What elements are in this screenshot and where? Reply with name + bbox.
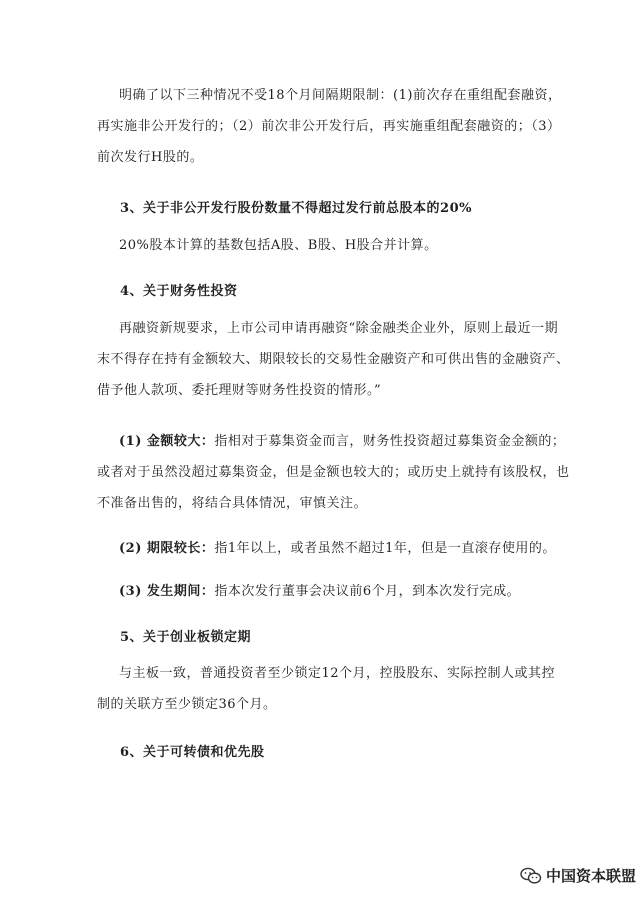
text-line: 再融资新规要求，上市公司申请再融资“除金融类企业外，原则上最近一期 [119, 321, 559, 336]
paragraph-financial-investment [97, 313, 570, 406]
watermark-text: 中国资本联盟 [546, 867, 637, 885]
paragraph-share-base [97, 230, 589, 261]
text-line: 制的关联方至少锁定36个月。 [97, 697, 277, 712]
text-line: 不准备出售的，将结合具体情况，审慎关注。 [97, 496, 368, 511]
item-occurrence-period [97, 576, 567, 607]
paragraph-interval-exemptions [97, 80, 567, 173]
item-label: (1) 金额较大： [119, 434, 215, 449]
text-line: 借予他人款项、委托理财等财务性投资的情形。” [97, 383, 382, 398]
item-text: 指本次发行董事会决议前6个月，到本次发行完成。 [214, 584, 521, 599]
heading-section-4: 4、关于财务性投资 [120, 284, 238, 299]
item-text: 指相对于募集资金而言，财务性投资超过募集资金金额的； [214, 434, 566, 449]
item-text: 指1年以上，或者虽然不超过1年，但是一直滚存使用的。 [214, 541, 556, 556]
heading-section-5: 5、关于创业板锁定期 [120, 630, 252, 645]
text-line: 前次发行H股的。 [97, 150, 204, 165]
item-large-amount [97, 426, 570, 519]
text-line: 与主板一致，普通投资者至少锁定12个月，控股股东、实际控制人或其控 [119, 666, 556, 681]
item-long-term [97, 533, 567, 564]
text-line: 或者对于虽然没超过募集资金，但是金额也较大的；或历史上就持有该股权，也 [97, 465, 570, 480]
heading-section-6: 6、关于可转债和优先股 [120, 745, 265, 760]
item-label: (2) 期限较长： [119, 541, 215, 556]
watermark [520, 865, 636, 886]
text-line: 末不得存在持有金额较大、期限较长的交易性金融资产和可供出售的金融资产、 [97, 352, 570, 367]
wechat-icon [520, 867, 542, 885]
heading-section-3: 3、关于非公开发行股份数量不得超过发行前总股本的20% [120, 201, 472, 216]
text-line: 明确了以下三种情况不受18个月间隔期限制：(1)前次存在重组配套融资， [119, 88, 562, 103]
text-line: 再实施非公开发行的；（2）前次非公开发行后，再实施重组配套融资的；（3） [97, 119, 561, 134]
item-label: (3) 发生期间： [119, 584, 215, 599]
paragraph-lockup-period [97, 658, 567, 720]
text-line: 20%股本计算的基数包括A股、B股、H股合并计算。 [119, 238, 438, 253]
